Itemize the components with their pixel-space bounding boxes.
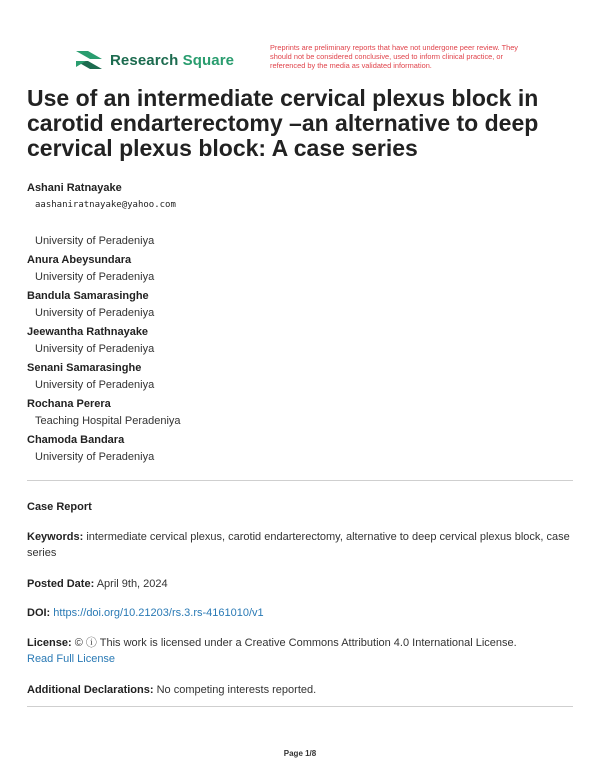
cc-license-icon: © ⓘ xyxy=(74,637,97,649)
keywords-label: Keywords: xyxy=(27,531,84,543)
author-entry xyxy=(27,433,572,469)
author-name: Ashani Ratnayake xyxy=(27,182,122,194)
divider xyxy=(27,706,573,707)
license-text: This work is licensed under a Creative Commons Attribution 4.0 International License. xyxy=(99,637,517,649)
research-square-logo-icon xyxy=(74,48,104,72)
preprint-disclaimer: Preprints are preliminary reports that have not undergone peer review. They should not be considered conclusive, used to inform clinical practice, or referenced by the media as validated information. xyxy=(270,43,518,70)
posted-date-label: Posted Date: xyxy=(27,578,95,590)
author-affiliation: University of Peradeniya xyxy=(35,307,155,319)
author-affiliation: University of Peradeniya xyxy=(35,271,155,283)
page-number: Page 1/8 xyxy=(283,749,317,758)
author-entry xyxy=(27,325,572,361)
author-affiliation: University of Peradeniya xyxy=(35,379,155,391)
research-square-logo[interactable] xyxy=(74,48,234,72)
keywords xyxy=(27,529,573,561)
divider xyxy=(27,480,573,481)
declarations-value: No competing interests reported. xyxy=(156,684,317,696)
author-entry xyxy=(27,253,572,289)
author-name: Chamoda Bandara xyxy=(27,434,125,446)
license xyxy=(27,635,573,667)
author-affiliation: Teaching Hospital Peradeniya xyxy=(35,415,181,427)
posted-date-value: April 9th, 2024 xyxy=(96,578,168,590)
declarations-label: Additional Declarations: xyxy=(27,684,154,696)
author-affiliation: University of Peradeniya xyxy=(35,235,155,247)
keywords-value: intermediate cervical plexus, carotid endarterectomy, alternative to deep cervical plexus block, case series xyxy=(27,531,570,559)
author-email[interactable]: aashaniratnayake@yahoo.com xyxy=(35,200,176,210)
author-entry xyxy=(27,361,572,397)
additional-declarations xyxy=(27,682,573,698)
logo-text: Research Square xyxy=(110,51,235,69)
paper-title: Use of an intermediate cervical plexus block in carotid endarterectomy –an alternative to deep cervical plexus block: A case series xyxy=(27,85,539,161)
doi-link[interactable]: https://doi.org/10.21203/rs.3.rs-4161010/v1 xyxy=(53,607,264,619)
posted-date xyxy=(27,576,573,592)
license-label: License: xyxy=(27,637,72,649)
author-entry xyxy=(27,289,572,325)
doi-label: DOI: xyxy=(27,607,51,619)
author-affiliation: University of Peradeniya xyxy=(35,343,155,355)
author-affiliation: University of Peradeniya xyxy=(35,451,155,463)
author-name: Jeewantha Rathnayake xyxy=(27,326,149,338)
author-name: Senani Samarasinghe xyxy=(27,362,142,374)
author-entry xyxy=(27,181,572,253)
author-entry xyxy=(27,397,572,433)
doi xyxy=(27,605,573,621)
author-name: Rochana Perera xyxy=(27,398,111,410)
read-full-license-link[interactable]: Read Full License xyxy=(27,653,116,665)
author-name: Bandula Samarasinghe xyxy=(27,290,149,302)
author-name: Anura Abeysundara xyxy=(27,254,132,266)
article-type: Case Report xyxy=(27,501,92,513)
author-list xyxy=(27,181,572,469)
